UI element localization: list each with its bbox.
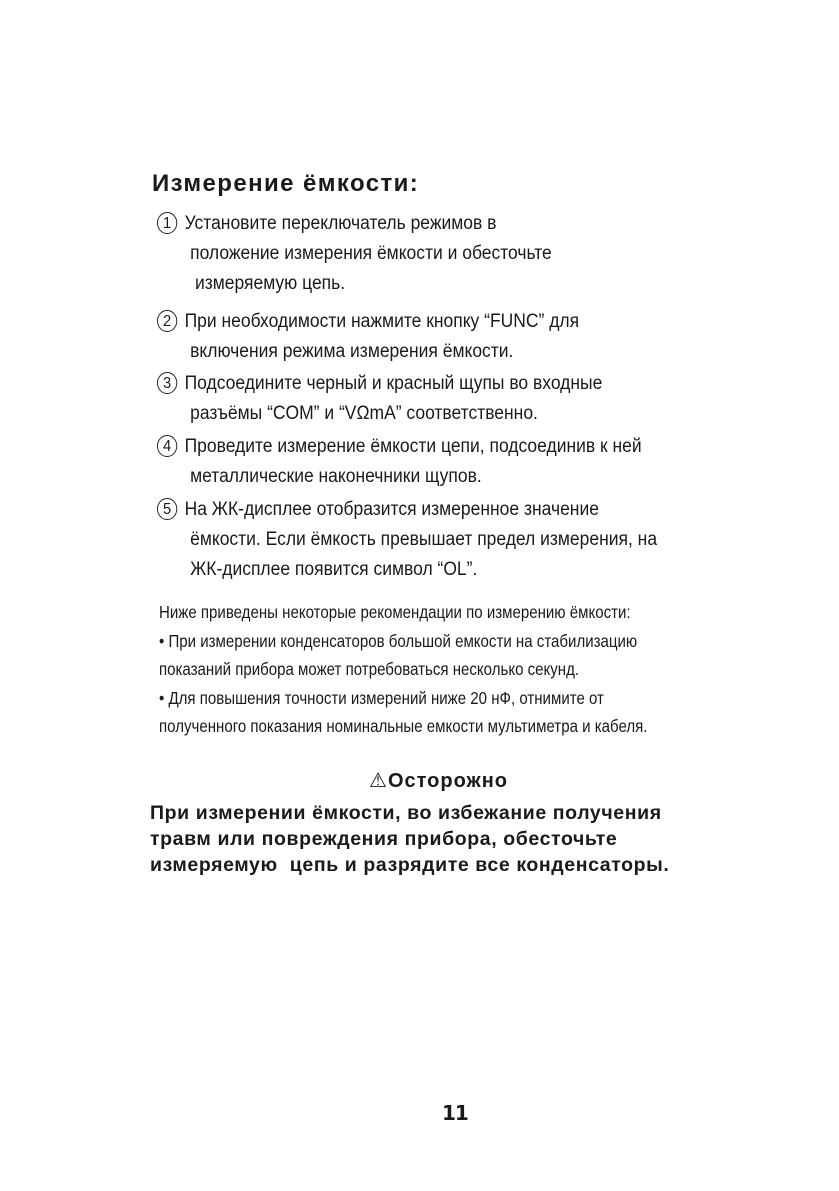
- step-line: Подсоедините черный и красный щупы во входные: [184, 373, 603, 394]
- step-line: ЖК-дисплее появится символ “OL”.: [190, 559, 478, 580]
- step-4: [157, 432, 642, 492]
- step-1: [157, 209, 552, 299]
- notes-intro: Ниже приведены некоторые рекомендации по измерению ёмкости:: [159, 602, 631, 622]
- caution-title-text: Осторожно: [387, 770, 509, 792]
- step-3: [157, 369, 602, 429]
- note-line: • При измерении конденсаторов большой емкости на стабилизацию: [159, 630, 638, 651]
- warning-triangle-icon: ⚠: [369, 770, 388, 792]
- note-line: • Для повышения точности измерений ниже 20 нФ, отнимите от: [159, 687, 604, 708]
- step-number-5: 5: [157, 498, 177, 520]
- note-line: показаний прибора может потребоваться несколько секунд.: [159, 659, 580, 680]
- step-line: металлические наконечники щупов.: [190, 466, 482, 487]
- step-line: При необходимости нажмите кнопку “FUNC” для: [184, 311, 580, 332]
- step-line: включения режима измерения ёмкости.: [190, 341, 514, 362]
- step-5: [157, 495, 657, 585]
- step-line: На ЖК-дисплее отобразится измеренное значение: [184, 499, 599, 520]
- caution-heading: [369, 768, 508, 793]
- caution-line: При измерении ёмкости, во избежание получения: [150, 802, 662, 824]
- page-number: 11: [442, 1101, 468, 1125]
- caution-line: травм или повреждения прибора, обесточьте: [150, 828, 618, 850]
- step-2: [157, 307, 579, 367]
- step-number-2: 2: [157, 310, 177, 332]
- note-line: полученного показания номинальные емкости мультиметра и кабеля.: [159, 716, 648, 737]
- step-number-3: 3: [157, 372, 177, 394]
- caution-body: [150, 800, 669, 878]
- step-line: разъёмы “COM” и “VΩmA” соответственно.: [190, 403, 538, 424]
- step-line: Установите переключатель режимов в: [184, 213, 497, 234]
- caution-line: измеряемую цепь и разрядите все конденсаторы.: [150, 854, 670, 876]
- notes-block: [159, 598, 647, 741]
- step-number-1: 1: [157, 212, 177, 234]
- step-line: измеряемую цепь.: [190, 273, 346, 294]
- step-line: положение измерения ёмкости и обесточьте: [190, 243, 552, 264]
- step-line: Проведите измерение ёмкости цепи, подсоединив к ней: [184, 436, 642, 457]
- step-number-4: 4: [157, 435, 177, 457]
- step-line: ёмкости. Если ёмкость превышает предел измерения, на: [190, 529, 658, 550]
- section-title: Измерение ёмкости:: [152, 170, 420, 197]
